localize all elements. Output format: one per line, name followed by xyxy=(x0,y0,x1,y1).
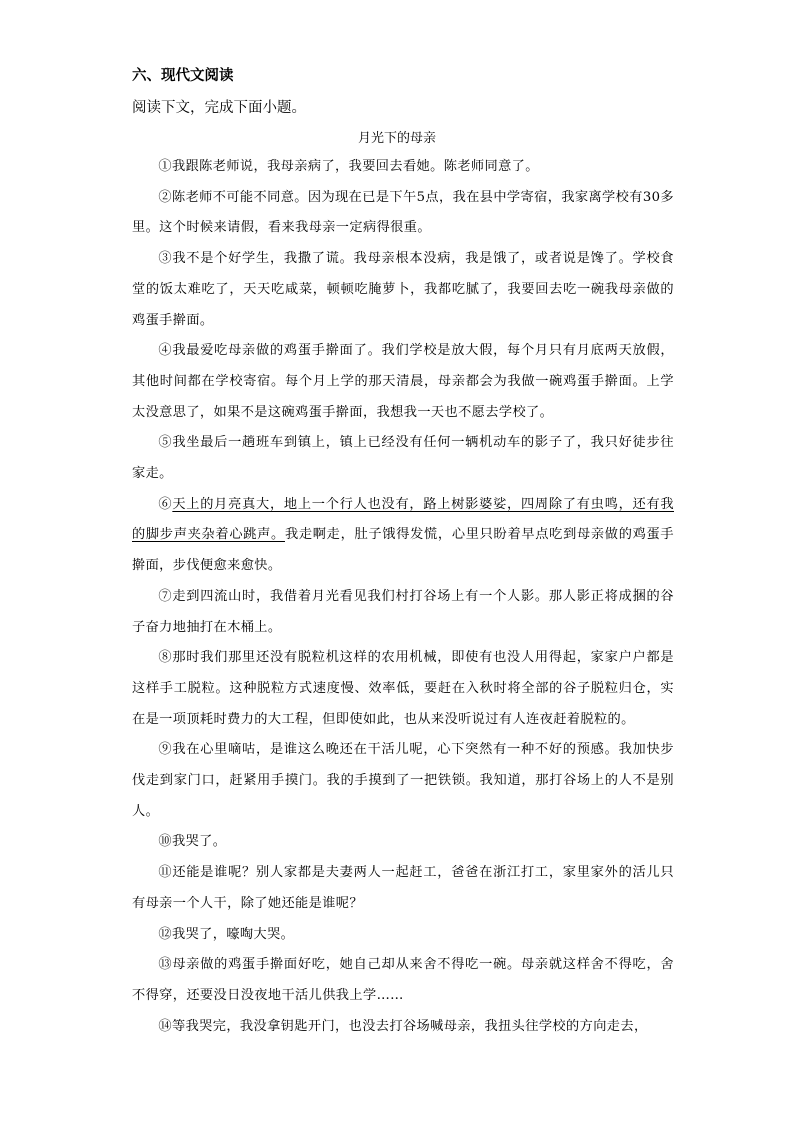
paragraph-11: ⑪还能是谁呢？别人家都是夫妻两人一起赶工，爸爸在浙江打工，家里家外的活儿只有母亲一个人干，除了她还能是谁呢？ xyxy=(132,865,674,911)
paragraph-5: ⑤我坐最后一趟班车到镇上，镇上已经没有任何一辆机动车的影子了，我只好徒步往家走。 xyxy=(132,435,674,482)
article-title: 月光下的母亲 xyxy=(357,131,436,146)
paragraph-13: ⑬母亲做的鸡蛋手擀面好吃，她自己却从来舍不得吃一碗。母亲就这样舍不得吃，舍不得穿，还要没日没夜地干活儿供我上学…… xyxy=(132,957,674,1003)
paragraph-10: ⑩我哭了。 xyxy=(158,834,227,850)
paragraph-12: ⑫我哭了，嚎啕大哭。 xyxy=(158,926,295,942)
underlined-sentence: 天上的月亮真大，地上一个行人也没有，路上树影婆娑，四周除了有虫鸣，还有我的脚步声夹杂着心跳声。 xyxy=(132,496,674,543)
paragraph-6-rest: 我走啊走，肚子饿得发慌，心里只盼着早点吃到母亲做的鸡蛋手擀面，步伐便愈来愈快。 xyxy=(132,527,674,574)
paragraph-3: ③我不是个好学生，我撒了谎。我母亲根本没病，我是饿了，或者说是馋了。学校食堂的饭太难吃了，天天吃咸菜，顿顿吃腌萝卜，我都吃腻了，我要回去吃一碗我母亲做的鸡蛋手擀面。 xyxy=(132,251,674,328)
paragraph-14: ⑭等我哭完，我没拿钥匙开门，也没去打谷场喊母亲，我扭头往学校的方向走去， xyxy=(158,1018,648,1034)
paragraph-6 xyxy=(132,490,674,582)
paragraph-2: ②陈老师不可能不同意。因为现在已是下午5点，我在县中学寄宿，我家离学校有30多里。这个时候来请假，看来我母亲一定病得很重。 xyxy=(132,189,674,236)
article-body xyxy=(132,152,674,1042)
paragraph-8: ⑧那时我们那里还没有脱粒机这样的农用机械，即使有也没人用得起，家家户户都是这样手工脱粒。这种脱粒方式速度慢、效率低，要赶在入秋时将全部的谷子脱粒归仓，实在是一项顶耗时费力的大工程，但即使如此，也从来没听说过有人连夜赶着脱粒的。 xyxy=(132,650,674,727)
paragraph-9: ⑨我在心里嘀咕，是谁这么晚还在干活儿呢，心下突然有一种不好的预感。我加快步伐走到家门口，赶紧用手摸门。我的手摸到了一把铁锁。我知道，那打谷场上的人不是别人。 xyxy=(132,742,674,819)
paragraph-1: ①我跟陈老师说，我母亲病了，我要回去看她。陈老师同意了。 xyxy=(158,159,539,174)
section-title: 六、现代文阅读 xyxy=(132,68,234,84)
reading-instruction: 阅读下文，完成下面小题。 xyxy=(132,100,306,116)
paragraph-7: ⑦走到四流山时，我借着月光看见我们村打谷场上有一个人影。那人影正将成捆的谷子奋力地抽打在木桶上。 xyxy=(132,588,674,635)
paragraph-4: ④我最爱吃母亲做的鸡蛋手擀面了。我们学校是放大假，每个月只有月底两天放假，其他时间都在学校寄宿。每个月上学的那天清晨，母亲都会为我做一碗鸡蛋手擀面。上学太没意思了，如果不是这碗鸡蛋手擀面，我想我一天也不愿去学校了。 xyxy=(132,343,674,420)
paragraph-6-number: ⑥ xyxy=(158,496,173,512)
